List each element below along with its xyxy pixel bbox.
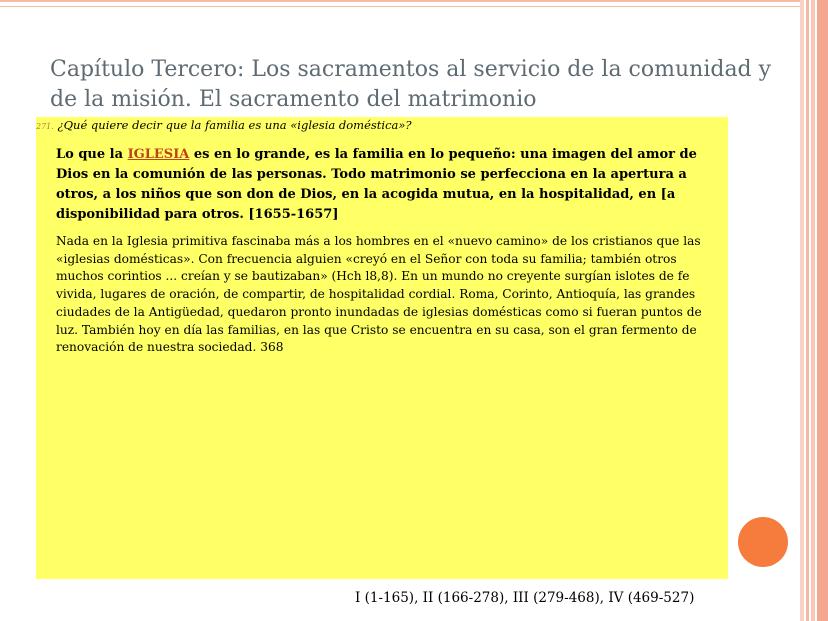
answer-summary-start: Lo que la [56,147,128,162]
answer-summary [56,145,726,225]
slide-title: Capítulo Tercero: Los sacramentos al servicio de la comunidad y de la misión. El sacramento del matrimonio [50,57,772,112]
decorative-circle [738,517,788,567]
section-index-footer: I (1-165), II (166-278), III (279-468), IV (469-527) [355,590,695,606]
answer-summary-rest: es en lo grande, es la familia en lo pequeño: una imagen del amor de Dios en la comunión de las personas. Todo matrimonio se perfecciona en la apertura a otros, a los niños que son don de Dios, en la acogida mutua, en la hospitalidad, en [a disponibilidad para otros. [1655-1657] [56,147,697,222]
question-line [36,117,726,135]
top-border [0,0,800,10]
question-number: 271. [36,122,54,131]
answer-body: Nada en la Iglesia primitiva fascinaba más a los hombres en el «nuevo camino» de los cristianos que las «iglesias domésticas». Con frecuencia alguien «creyó en el Señor con toda su familia; también otros muchos corintios ... creían y se bautizaban» (Hch l8,8). En un mundo no creyente surgían islotes de fe vivida, lugares de oración, de compartir, de hospitalidad cordial. Roma, Corinto, Antioquía, las grandes ciudades de la Antigüedad, quedaron pronto inundadas de iglesias domésticas como si fueran puntos de luz. También hoy en día las familias, en las que Cristo se encuentra en su casa, son el gran fermento de renovación de nuestra sociedad. 368 [56,234,702,355]
side-stripe [800,0,804,621]
side-stripe [806,0,809,621]
side-stripe [811,0,815,621]
iglesia-link[interactable]: IGLESIA [127,147,190,162]
side-stripe [817,0,828,621]
content-box [36,117,728,579]
question-text: ¿Qué quiere decir que la familia es una «iglesia doméstica»? [57,118,412,132]
